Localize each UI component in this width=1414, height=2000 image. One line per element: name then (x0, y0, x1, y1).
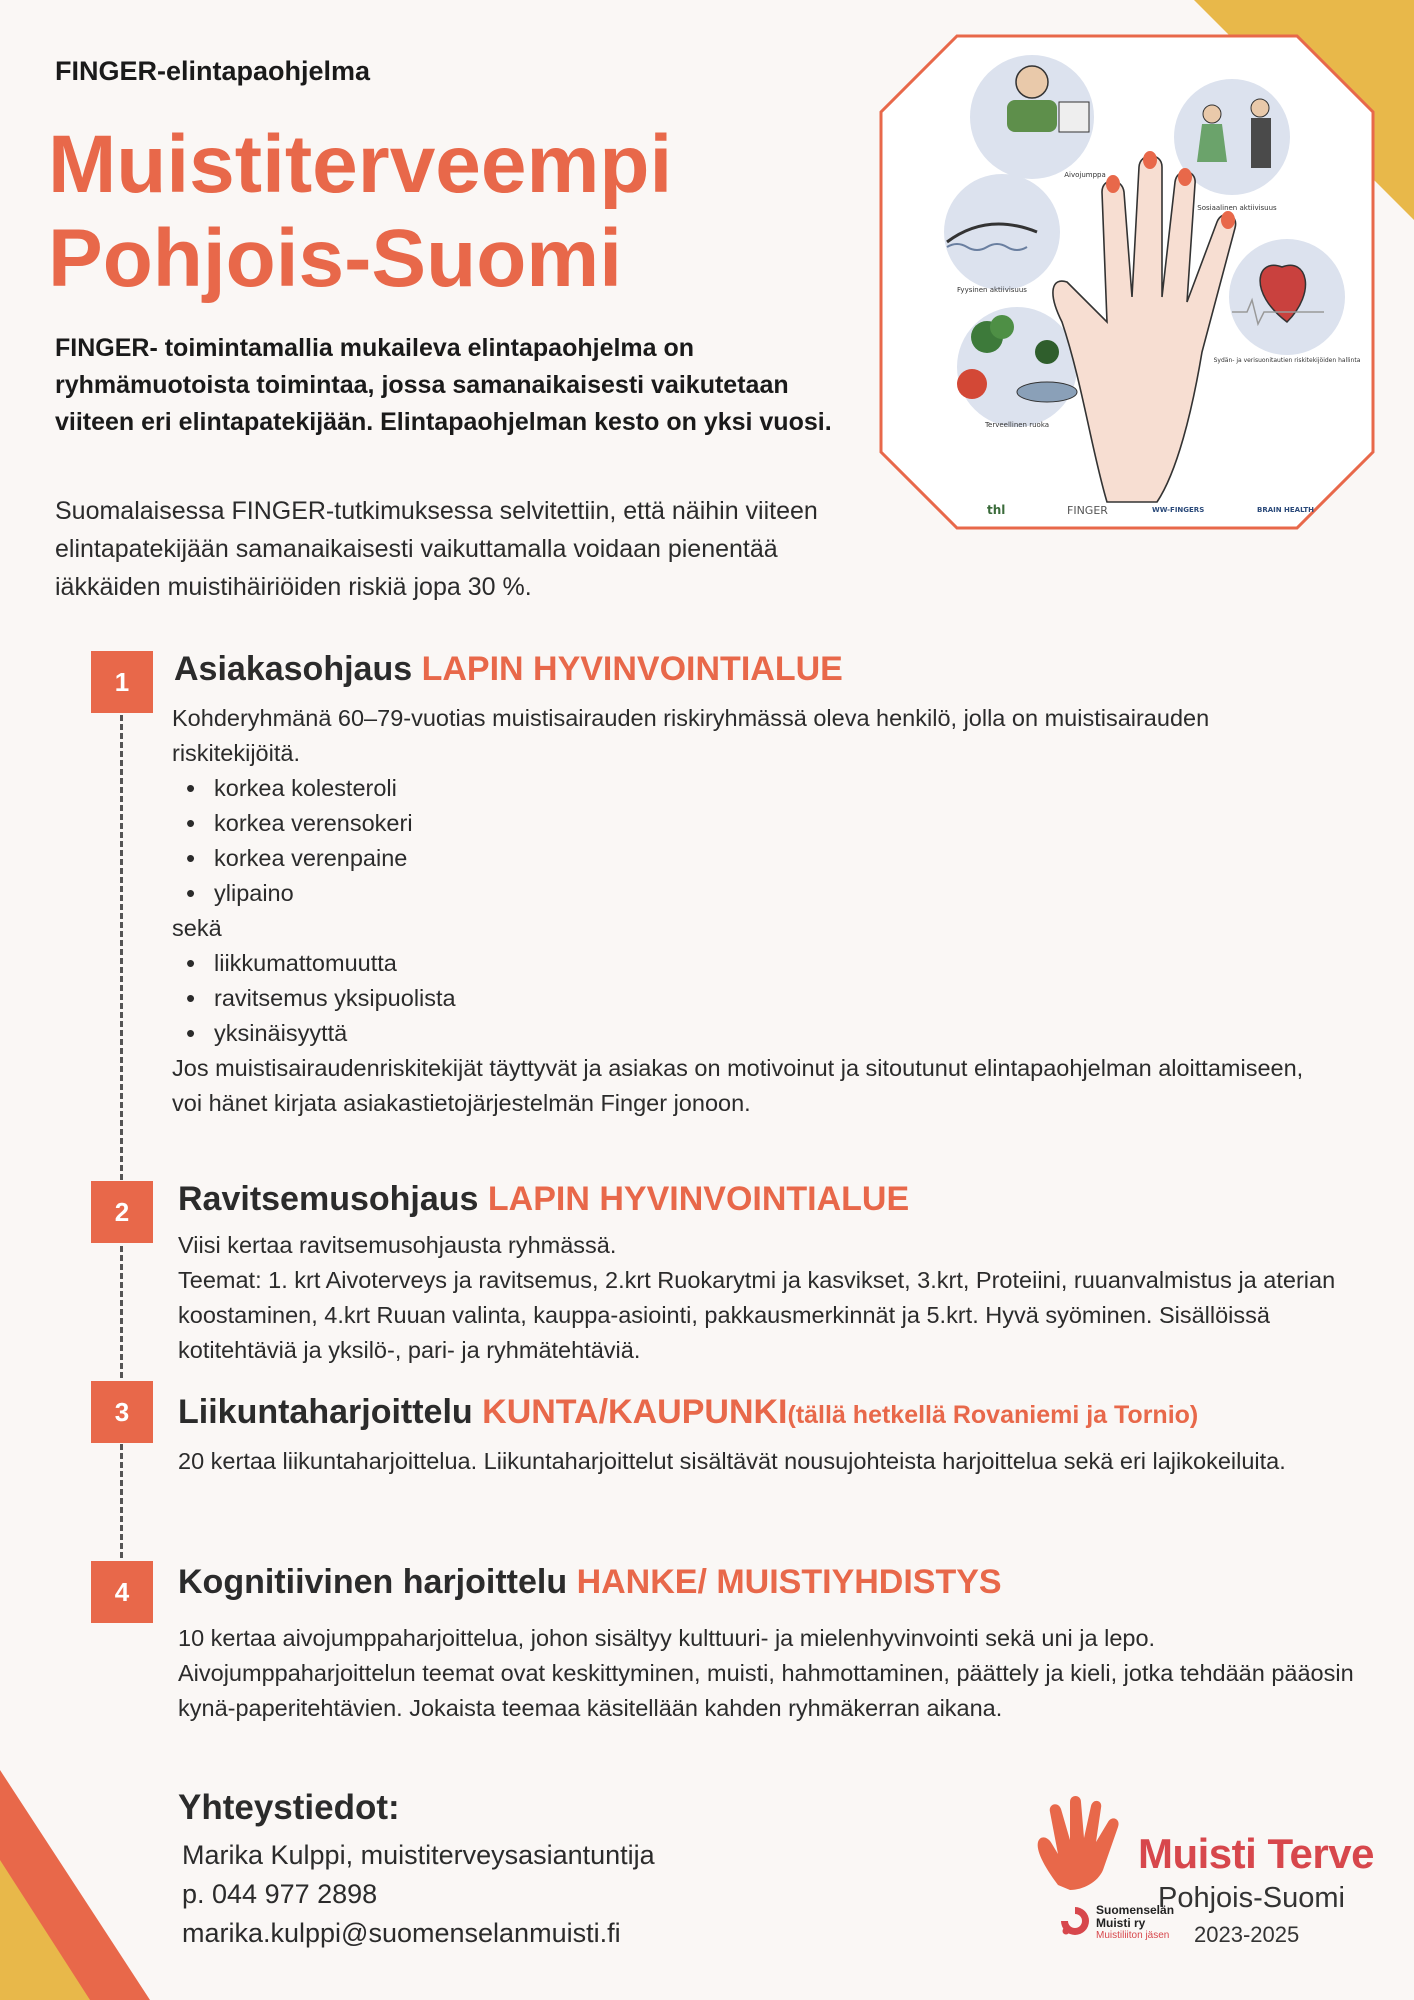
section-1-intro: Kohderyhmänä 60–79-vuotias muistisairauden riskiryhmässä oleva henkilö, jolla on muistisairauden riskitekijöitä. (172, 705, 1210, 766)
section-2-p1: Viisi kertaa ravitsemusohjausta ryhmässä. (178, 1232, 617, 1258)
step-badge-2: 2 (91, 1181, 153, 1243)
association-name-1: Suomenselän (1096, 1903, 1175, 1917)
list-item: • korkea kolesteroli (214, 771, 1312, 806)
section-heading-4 (178, 1563, 1002, 1602)
contact-heading: Yhteystiedot: (178, 1788, 400, 1827)
contact-details (182, 1836, 655, 1953)
finger-hand-illustration (877, 32, 1377, 532)
title-line-2: Pohjois-Suomi (48, 213, 622, 304)
section-1-connector: sekä (172, 915, 222, 941)
suomenselan-muisti-icon (1058, 1904, 1092, 1938)
contact-email[interactable]: marika.kulppi@suomenselanmuisti.fi (182, 1918, 621, 1948)
label-social: Sosiaalinen aktiivisuus (1197, 204, 1277, 212)
section-org-1: LAPIN HYVINVOINTIALUE (421, 650, 843, 688)
section-title-2: Ravitsemusohjaus (178, 1180, 479, 1218)
title-line-1: Muistiterveempi (48, 119, 673, 210)
section-org-2: LAPIN HYVINVOINTIALUE (487, 1180, 910, 1218)
section-heading-3 (178, 1393, 1198, 1432)
step-badge-3: 3 (91, 1381, 153, 1443)
logo-ww-fingers: WW-FINGERS (1152, 506, 1205, 514)
corner-decoration-bottom-left (0, 1730, 150, 2000)
muisti-terve-hand-icon (1028, 1790, 1138, 1900)
brand-years: 2023-2025 (1194, 1922, 1300, 1947)
contact-phone[interactable]: p. 044 977 2898 (182, 1879, 378, 1909)
contact-name: Marika Kulppi, muistiterveysasiantuntija (182, 1840, 655, 1870)
section-1-outro: Jos muistisairaudenriskitekijät täyttyvät ja asiakas on motivoinut ja sitoutunut elintapaohjelman aloittamiseen, voi hänet kirjata asiakastietojärjestelmän Finger jonoon. (172, 1055, 1304, 1116)
section-body-2 (178, 1228, 1358, 1368)
list-item: • liikkumattomuutta (214, 946, 1312, 981)
section-note-3: (tällä hetkellä Rovaniemi ja Tornio) (787, 1401, 1199, 1429)
program-kicker: FINGER-elintapaohjelma (55, 56, 371, 86)
section-body-4 (178, 1621, 1378, 1726)
brand-region: Pohjois-Suomi (1158, 1882, 1345, 1914)
section-2-p2: Teemat: 1. krt Aivoterveys ja ravitsemus, 2.krt Ruokarytmi ja kasvikset, 3.krt, Proteiini, ruuanvalmistus ja aterian koostaminen, 4.krt Ruuan valinta, kauppa-asiointi, pakkausmerkinnät ja 5.krt. Hyvä syöminen. Sisällöissä kotitehtäviä ja yksilö-, pari- ja ryhmätehtäviä. (178, 1267, 1336, 1363)
timeline-line (120, 715, 123, 1585)
label-physical: Fyysinen aktiivisuus (957, 286, 1027, 294)
association-name-2: Muisti ry (1096, 1916, 1146, 1930)
risk-factor-list (172, 771, 1312, 911)
section-title-1: Asiakasohjaus (174, 650, 413, 688)
list-item: • korkea verensokeri (214, 806, 1312, 841)
section-title-4: Kognitiivinen harjoittelu (178, 1563, 568, 1601)
healthy-food-circle (957, 307, 1077, 427)
section-heading-1 (174, 650, 843, 689)
step-badge-4: 4 (91, 1561, 153, 1623)
label-brain: Aivojumppa (1064, 171, 1106, 179)
label-heart: Sydän- ja verisuonitautien riskitekijöiden hallinta (1213, 357, 1361, 364)
list-item: • ylipaino (214, 876, 1312, 911)
list-item: • ravitsemus yksipuolista (214, 981, 1312, 1016)
suomenselan-muisti-logo (1058, 1898, 1218, 1946)
logo-brain-health: BRAIN HEALTH (1257, 506, 1315, 514)
association-sub: Muistiliiton jäsen (1096, 1930, 1170, 1941)
label-food: Terveellinen ruoka (984, 421, 1050, 429)
section-body-3 (178, 1444, 1378, 1479)
brand-name: Muisti Terve (1138, 1830, 1374, 1877)
step-badge-1: 1 (91, 651, 153, 713)
section-body-1 (172, 701, 1312, 1121)
list-item: • korkea verenpaine (214, 841, 1312, 876)
lifestyle-factor-list (172, 946, 1312, 1051)
intro-bold-paragraph: FINGER- toimintamallia mukaileva elintapaohjelma on ryhmämuotoista toimintaa, jossa samanaikaisesti vaikutetaan viiteen eri elintapatekijään. Elintapaohjelman kesto on yksi vuosi. (55, 334, 832, 436)
section-heading-2 (178, 1180, 909, 1219)
section-title-3: Liikuntaharjoittelu (178, 1393, 473, 1431)
section-4-p1: 10 kertaa aivojumppaharjoittelua, johon sisältyy kulttuuri- ja mielenhyvinvointi sekä uni ja lepo. Aivojumppaharjoittelun teemat ovat keskittyminen, muisti, hahmottaminen, päättely ja kieli, jotka tehdään pääosin kynä-paperitehtävien. Jokaista teemaa käsitellään kahden ryhmäkerran aikana. (178, 1625, 1354, 1721)
page-title (48, 118, 672, 306)
section-org-3: KUNTA/KAUPUNKI (482, 1393, 788, 1431)
list-item: • yksinäisyyttä (214, 1016, 1312, 1051)
section-org-4: HANKE/ MUISTIYHDISTYS (576, 1563, 1002, 1601)
logo-thl: thl (987, 503, 1006, 517)
intro-paragraph: Suomalaisessa FINGER-tutkimuksessa selvitettiin, että näihin viiteen elintapatekijään samanaikaisesti vaikuttamalla voidaan pienentää iäkkäiden muistihäiriöiden riskiä jopa 30 %. (55, 497, 818, 601)
section-3-p1: 20 kertaa liikuntaharjoittelua. Liikuntaharjoittelut sisältävät nousujohteista harjoittelua sekä eri lajikokeiluita. (178, 1448, 1286, 1474)
logo-finger: FINGER (1067, 504, 1108, 517)
